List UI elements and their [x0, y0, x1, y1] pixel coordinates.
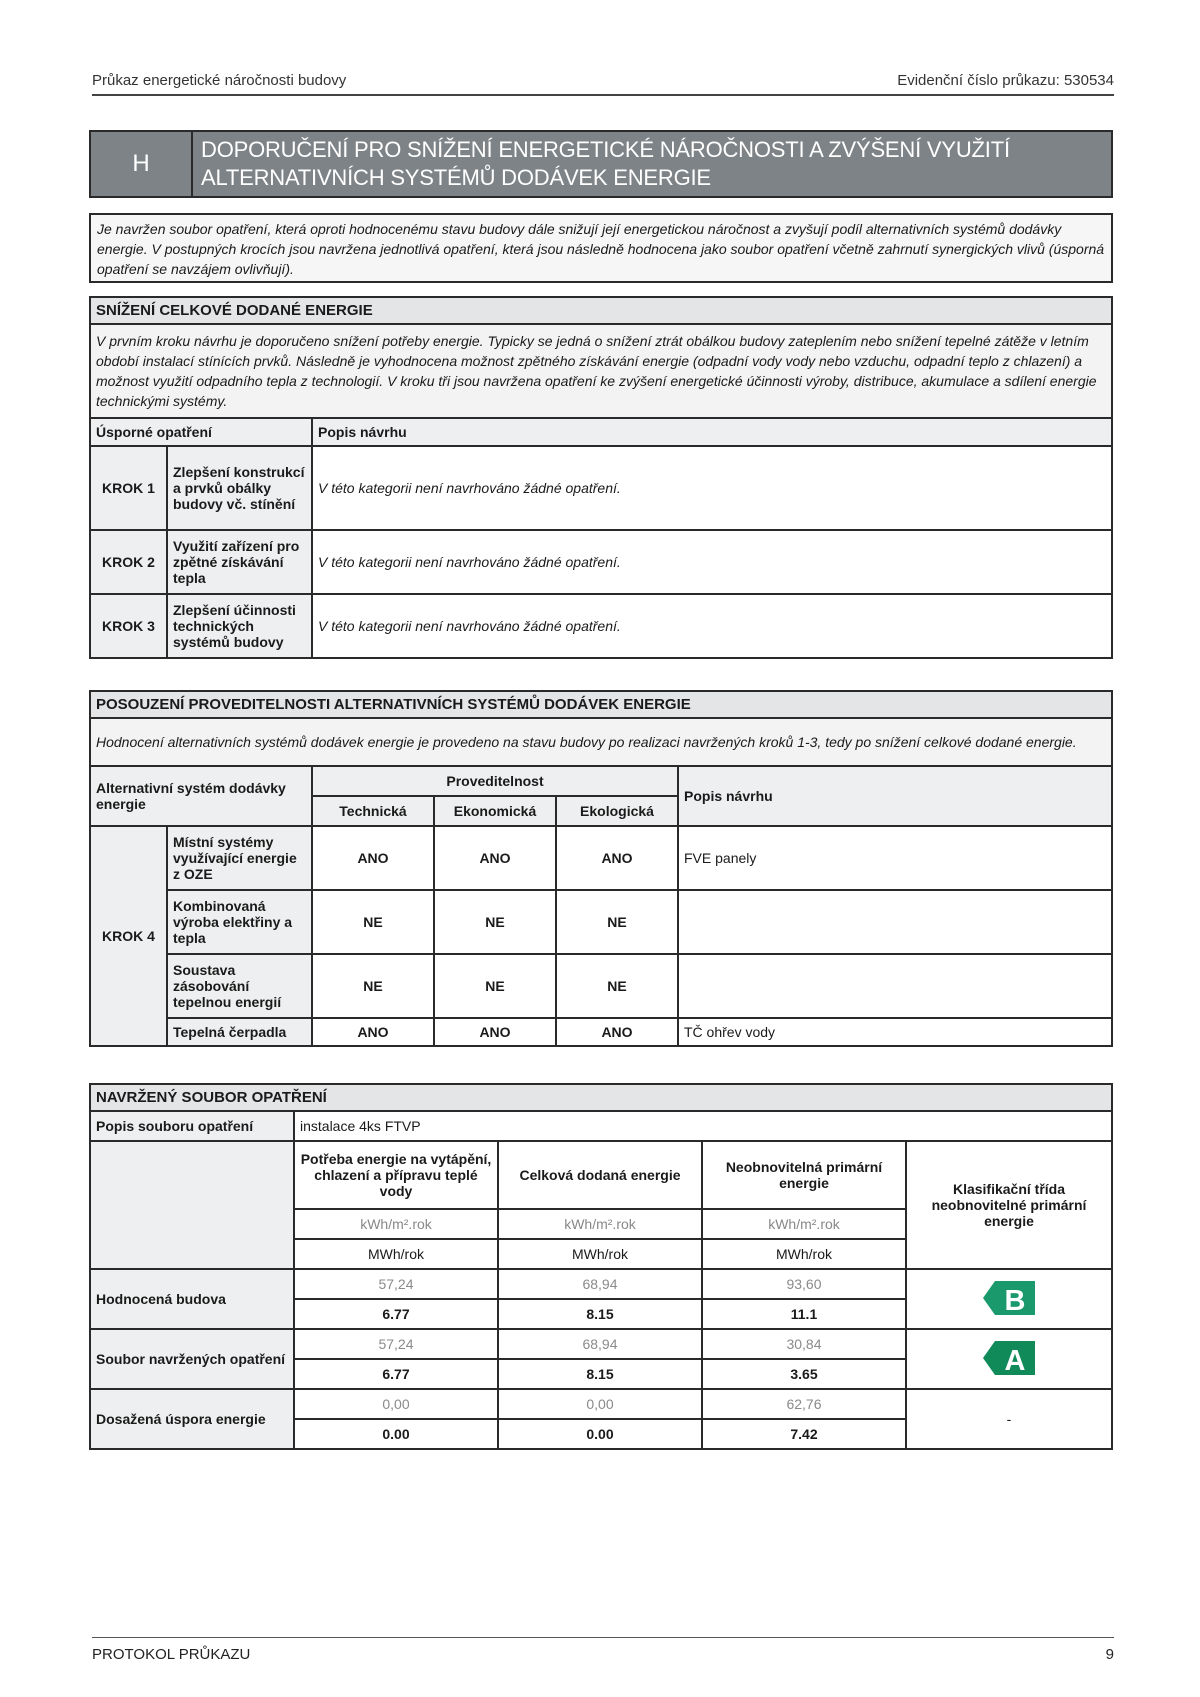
- unit-total: MWh/rok: [498, 1239, 702, 1269]
- technical-value: ANO: [312, 1018, 434, 1046]
- system-name: Kombinovaná výroba elektřiny a tepla: [167, 890, 312, 954]
- primary-area: 30,84: [702, 1329, 906, 1359]
- intro-text: Je navržen soubor opatření, která oproti hodnocenému stavu budovy dále snižují její energetickou náročnost a zvyšují podíl alternativních systémů dodávky energie. V postupných krocích jsou navržena jednotlivá opatření, která jsou následně hodnocena jako soubor opatření včetně zahrnutí synergických vlivů (úsporná opatření se navzájem ovlivňují).: [89, 213, 1113, 283]
- delivered-area: 68,94: [498, 1329, 702, 1359]
- class-cell: [906, 1269, 1112, 1329]
- reduction-table: [89, 296, 1113, 659]
- page-number: 9: [1105, 1646, 1114, 1663]
- document-title: Průkaz energetické náročnosti budovy: [92, 72, 347, 89]
- feasibility-heading: POSOUZENÍ PROVEDITELNOSTI ALTERNATIVNÍCH SYSTÉMŮ DODÁVEK ENERGIE: [90, 691, 1112, 718]
- primary-area: 93,60: [702, 1269, 906, 1299]
- need-total: 6.77: [294, 1299, 498, 1329]
- table-row: [90, 530, 1112, 594]
- table-row: [90, 1329, 1112, 1359]
- ecological-value: NE: [556, 954, 678, 1018]
- feasibility-table-container: [89, 690, 1113, 1047]
- proposed-set-heading: NAVRŽENÝ SOUBOR OPATŘENÍ: [90, 1084, 1112, 1111]
- table-row: [90, 826, 1112, 890]
- col-class: Klasifikační třída neobnovitelné primární energie: [906, 1141, 1112, 1269]
- economic-value: ANO: [434, 1018, 556, 1046]
- page-header: [92, 70, 1114, 96]
- unit-total: MWh/rok: [702, 1239, 906, 1269]
- primary-area: 62,76: [702, 1389, 906, 1419]
- step-name: Využití zařízení pro zpětné získávání tepla: [167, 530, 312, 594]
- step-proposal: V této kategorii není navrhováno žádné opatření.: [312, 530, 1112, 594]
- col-description: Popis návrhu: [678, 766, 1112, 826]
- system-proposal: TČ ohřev vody: [678, 1018, 1112, 1046]
- step-proposal: V této kategorii není navrhováno žádné opatření.: [312, 594, 1112, 658]
- reduction-table-container: [89, 296, 1113, 659]
- technical-value: NE: [312, 954, 434, 1018]
- set-description-label: Popis souboru opatření: [90, 1111, 294, 1141]
- primary-total: 11.1: [702, 1299, 906, 1329]
- delivered-total: 8.15: [498, 1359, 702, 1389]
- proposed-set-table: [89, 1083, 1113, 1450]
- class-cell: [906, 1329, 1112, 1389]
- delivered-area: 0,00: [498, 1389, 702, 1419]
- section-banner: [89, 130, 1113, 198]
- need-area: 57,24: [294, 1329, 498, 1359]
- energy-class-a-icon: [983, 1339, 1035, 1377]
- section-title: DOPORUČENÍ PRO SNÍŽENÍ ENERGETICKÉ NÁROČNOSTI A ZVÝŠENÍ VYUŽITÍ ALTERNATIVNÍCH SYSTÉMŮ DODÁVEK ENERGIE: [201, 137, 1010, 190]
- table-row: [90, 594, 1112, 658]
- col-feasibility: Proveditelnost: [312, 766, 678, 796]
- col-delivered: Celková dodaná energie: [498, 1141, 702, 1209]
- technical-value: NE: [312, 890, 434, 954]
- need-total: 0.00: [294, 1419, 498, 1449]
- row-label: Dosažená úspora energie: [90, 1389, 294, 1449]
- table-row: [90, 954, 1112, 1018]
- svg-text:A: A: [1004, 1344, 1026, 1377]
- table-row: [90, 1269, 1112, 1299]
- system-proposal: [678, 890, 1112, 954]
- delivered-total: 8.15: [498, 1299, 702, 1329]
- col-economic: Ekonomická: [434, 796, 556, 826]
- page-footer: [92, 1637, 1114, 1668]
- system-proposal: [678, 954, 1112, 1018]
- delivered-area: 68,94: [498, 1269, 702, 1299]
- unit-area: kWh/m².rok: [702, 1209, 906, 1239]
- blank-corner: [90, 1141, 294, 1269]
- col-technical: Technická: [312, 796, 434, 826]
- economic-value: NE: [434, 890, 556, 954]
- svg-text:B: B: [1004, 1284, 1026, 1317]
- evidence-number: Evidenční číslo průkazu: 530534: [897, 72, 1114, 89]
- primary-total: 7.42: [702, 1419, 906, 1449]
- class-cell: -: [906, 1389, 1112, 1449]
- row-label: Soubor navržených opatření: [90, 1329, 294, 1389]
- table-row: [90, 446, 1112, 530]
- feasibility-description: Hodnocení alternativních systémů dodávek energie je provedeno na stavu budovy po realizaci navržených kroků 1-3, tedy po snížení celkové dodané energie.: [90, 718, 1112, 766]
- feasibility-table: [89, 690, 1113, 1047]
- col-system: Alternativní systém dodávky energie: [90, 766, 312, 826]
- unit-total: MWh/rok: [294, 1239, 498, 1269]
- system-name: Tepelná čerpadla: [167, 1018, 312, 1046]
- step-label: KROK 4: [90, 826, 167, 1046]
- col-primary: Neobnovitelná primární energie: [702, 1141, 906, 1209]
- col-measure: Úsporné opatření: [90, 418, 312, 446]
- need-area: 0,00: [294, 1389, 498, 1419]
- system-proposal: FVE panely: [678, 826, 1112, 890]
- row-label: Hodnocená budova: [90, 1269, 294, 1329]
- need-area: 57,24: [294, 1269, 498, 1299]
- footer-label: PROTOKOL PRŮKAZU: [92, 1646, 251, 1663]
- ecological-value: ANO: [556, 1018, 678, 1046]
- table-row: [90, 1018, 1112, 1046]
- set-description-value: instalace 4ks FTVP: [294, 1111, 1112, 1141]
- economic-value: ANO: [434, 826, 556, 890]
- technical-value: ANO: [312, 826, 434, 890]
- ecological-value: ANO: [556, 826, 678, 890]
- reduction-description: V prvním kroku návrhu je doporučeno snížení potřeby energie. Typicky se jedná o snížení ztrát obálkou budovy zateplením nebo snížení tepelné zátěže v letním období instalací stínících prvků. Následně je vyhodnocena možnost zpětného získávání energie (odpadní vody vody nebo vzduchu, odpadní teplo z chlazení) a možnost využití odpadního tepla z technologií. V kroku tři jsou navržena opatření ke zvýšení energetické účinnosti výroby, distribuce, akumulace a sdílení energie technickými systémy.: [90, 324, 1112, 418]
- need-total: 6.77: [294, 1359, 498, 1389]
- col-description: Popis návrhu: [312, 418, 1112, 446]
- step-label: KROK 2: [90, 530, 167, 594]
- delivered-total: 0.00: [498, 1419, 702, 1449]
- economic-value: NE: [434, 954, 556, 1018]
- step-name: Zlepšení účinnosti technických systémů budovy: [167, 594, 312, 658]
- primary-total: 3.65: [702, 1359, 906, 1389]
- table-row: [90, 1389, 1112, 1419]
- unit-area: kWh/m².rok: [294, 1209, 498, 1239]
- system-name: Místní systémy využívající energie z OZE: [167, 826, 312, 890]
- section-letter: H: [91, 132, 193, 196]
- system-name: Soustava zásobování tepelnou energií: [167, 954, 312, 1018]
- energy-class-b-icon: [983, 1279, 1035, 1317]
- col-ecological: Ekologická: [556, 796, 678, 826]
- step-name: Zlepšení konstrukcí a prvků obálky budovy vč. stínění: [167, 446, 312, 530]
- step-label: KROK 1: [90, 446, 167, 530]
- step-label: KROK 3: [90, 594, 167, 658]
- reduction-heading: SNÍŽENÍ CELKOVÉ DODANÉ ENERGIE: [90, 297, 1112, 324]
- unit-area: kWh/m².rok: [498, 1209, 702, 1239]
- col-need: Potřeba energie na vytápění, chlazení a přípravu teplé vody: [294, 1141, 498, 1209]
- proposed-set-table-container: [89, 1083, 1113, 1450]
- table-row: [90, 890, 1112, 954]
- step-proposal: V této kategorii není navrhováno žádné opatření.: [312, 446, 1112, 530]
- ecological-value: NE: [556, 890, 678, 954]
